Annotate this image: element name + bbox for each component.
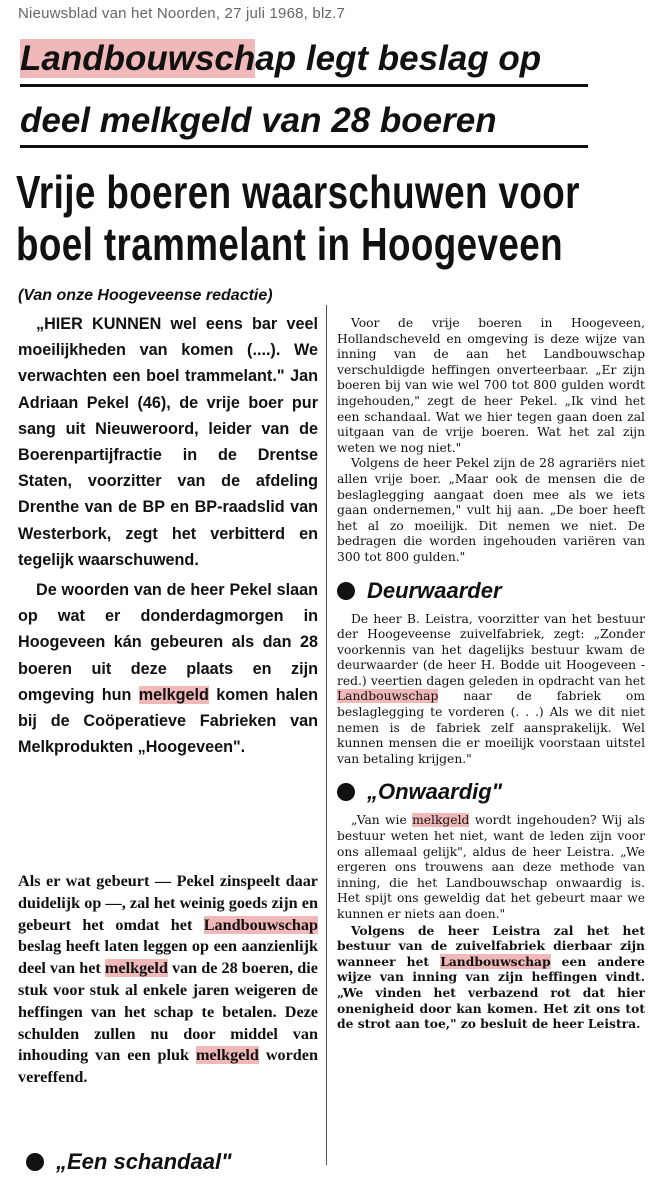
lead-paragraph-2 [18,577,318,760]
highlight-landbouwschap: Landbouwschap [203,915,318,934]
byline: (Van onze Hoogeveense redactie) [18,287,273,304]
right-p3-text-b: naar de fabriek om beslaglegging te vorderen (. . .) Als we dit niet nemen is de fabriek zelf aansprakelijk. Wel kunnen mensen die er moeilijk voorstaan uitstel van betaling krijgen." [337,689,645,766]
right-paragraph-1: Voor de vrije boeren in Hoogeveen, Hollandscheveld en omgeving is deze wijze van inning van de aan het Landbouwschap verschuldigde heffingen onverteerbaar. „Er zijn boeren bij van wie wel 700 tot 800 gulden wordt ingehouden," zegt de heer Pekel. „Ik vind het een schandaal. Wat we hier tegen gaan doen zal uitgaan van de vrije boeren. Wat het zal zijn weten we nog niet." [337,316,645,455]
bullet-dot-icon [337,582,355,600]
bullet-dot-icon [337,783,355,801]
highlight-melkgeld: melkgeld [138,685,209,704]
lead-paragraphs [18,311,318,764]
subhead-deurwaarder [337,576,645,606]
lead-paragraph-1: „HIER KUNNEN wel eens bar veel moeilijkheden van komen (....). We verwachten een boel trammelant." Jan Adriaan Pekel (46), de vrije boer pur sang uit Nieuweroord, leider van de Boerenpartijfractie in de Drentse Staten, voorzitter van de afdeling Drenthe van de BP en BP-raadslid van Westerbork, zegt het verbitterd en tegelijk waarschuwend. [18,315,318,569]
headline2-line1: Vrije boeren waarschuwen voor [16,166,580,218]
right-paragraph-3 [337,612,645,768]
headline1-line1-rest: ap legt beslag op [255,39,542,78]
source-line: Nieuwsblad van het Noorden, 27 juli 1968, blz.7 [18,5,346,22]
right-p4-text-a: „Van wie [351,813,413,828]
headline1-line1 [20,37,590,81]
right-paragraph-4 [337,813,645,922]
subhead-een-schandaal [26,1147,232,1177]
highlight-landbouwschap: Landbouwschap [337,689,439,704]
headline2-line2: boel trammelant in Hoogeveen [16,218,563,270]
subhead-deurwaarder-label: Deurwaarder [367,577,502,603]
highlight-melkgeld: melkgeld [412,813,470,828]
lead-p2-text-a: De woorden van de heer Pekel slaan op wat er donderdagmorgen in Hoogeveen kán gebeuren als dan 28 boeren uit deze plaats en zijn omgeving hun [18,581,318,704]
right-p5-text-b: een andere wijze van inning van zijn heffingen vindt. „We vinden het verbazend rot dat hier onenigheid door kan komen. Het zit ons tot de strot aan toe," zo besluit de heer Leistra. [337,953,645,1032]
right-paragraph-2: Volgens de heer Pekel zijn de 28 agrariërs niet allen vrije boer. „Maar ook de mensen die de beslaglegging aangaat doen mee als we iets gaan ondernemen," vult hij aan. „De boer heeft het al zo moeilijk. Dit nemen we niet. De bedragen die worden ingehouden variëren van 300 tot 800 gulden." [337,456,645,564]
right-p3-text-a: De heer B. Leistra, voorzitter van het bestuur der Hoogeveense zuivelfabriek, zegt: „Zonder voorkennis van het dagelijks bestuur kwam de deurwaarder (de heer H. Bodde uit Hoogeveen - red.) veertien dagen geleden in opdracht van het [337,611,645,688]
right-paragraph-5 [337,923,645,1032]
headline-rule-1 [20,84,588,87]
bullet-dot-icon [26,1153,44,1171]
lead-p2-text-b: komen halen bij de Coöperatieve Fabrieken van Melkprodukten „Hoogeveen". [18,685,318,757]
subhead-left-label: „Een schandaal" [56,1149,232,1174]
body-left-paragraph [18,871,318,1089]
right-p4-text-b: wordt ingehouden? Wij als bestuur weten het niet, want de leden zijn voor ons allemaal gelijk", aldus de heer Leistra. „We ergeren ons trouwens aan deze methode van inning, die het Landbouwschap onwaardig is. Het spijt ons geweldig dat het gebeurt maar we kunnen er niets aan doen." [337,813,645,921]
highlight-melkgeld: melkgeld [195,1046,259,1065]
headline-rule-2 [20,145,588,148]
highlight-melkgeld: melkgeld [104,959,168,978]
right-column [337,316,645,1032]
body-left-text-d: worden vereffend. [18,1046,318,1087]
column-divider [326,305,327,1165]
body-left-text-b: beslag heeft laten leggen op een aanzienlijk deel van het [18,937,318,978]
headline1-line2: deel melkgeld van 28 boeren [20,101,497,140]
body-left [18,871,318,1089]
subhead-onwaardig [337,777,645,807]
body-left-text-c: van de 28 boeren, die stuk voor stuk al enkele jaren weigeren de heffingen van het schap te betalen. Deze schulden zullen nu door middel van inhouding van een pluk [18,959,318,1065]
right-p5-text-a: Volgens de heer Leistra zal het het bestuur van de zuivelfabriek dierbaar zijn wanneer het [337,922,645,969]
highlight-landbouwschap: Landbouwsch [20,39,256,78]
body-left-text-a: Als er wat gebeurt — Pekel zinspeelt daar duidelijk op —, zal het weinig goeds zijn en gebeurt het omdat het [18,872,318,934]
subhead-onwaardig-label: „Onwaardig" [367,779,503,805]
highlight-landbouwschap: Landbouwschap [440,953,551,969]
